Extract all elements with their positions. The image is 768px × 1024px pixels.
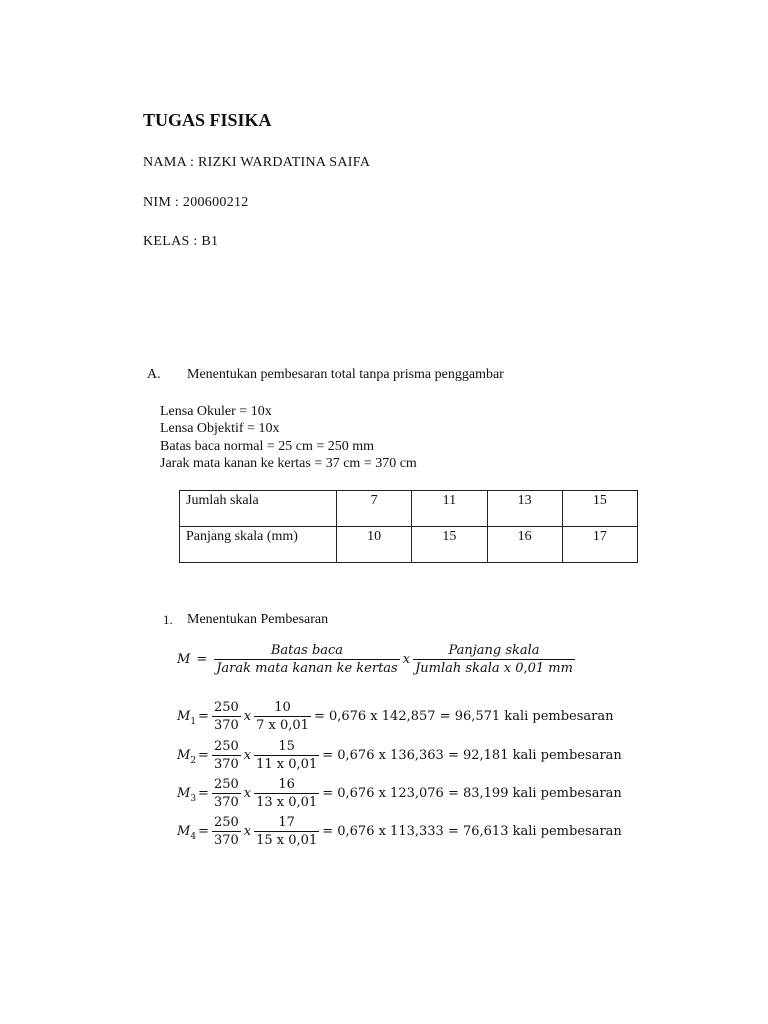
equation-fraction-a	[212, 739, 241, 772]
equation-times: x	[243, 824, 252, 839]
table-cell: 10	[337, 527, 412, 563]
equation-lhs: $M_3$	[177, 786, 197, 804]
equation-fraction-a	[212, 700, 241, 733]
equation-result: = 0,676 x 136,363 = 92,181 kali pembesaran	[322, 748, 622, 763]
equation-equals: =	[198, 748, 209, 763]
table-cell: 16	[487, 527, 562, 563]
subsection-number: 1.	[163, 612, 173, 627]
param-line: Lensa Okuler = 10x	[160, 404, 272, 419]
equation-numerator: 250	[213, 815, 239, 830]
formula-times: x	[402, 652, 411, 667]
equation-equals: =	[198, 786, 209, 801]
equation-fraction-b	[254, 777, 319, 810]
equation-lhs: $M_2$	[177, 748, 197, 766]
table-row	[180, 491, 638, 527]
section-letter: A.	[147, 367, 161, 382]
equation-lhs: $M_1$	[177, 709, 197, 727]
equation-result: = 0,676 x 142,857 = 96,571 kali pembesaran	[313, 709, 614, 724]
equation-row	[177, 777, 622, 810]
formula-numerator: Batas baca	[270, 643, 344, 658]
table-cell-label: Jumlah skala	[180, 491, 337, 527]
table-cell: 15	[562, 491, 637, 527]
table-cell: 13	[487, 491, 562, 527]
equation-numerator: 250	[213, 700, 239, 715]
equation-subscript: 4	[190, 832, 197, 842]
equation-times: x	[243, 748, 252, 763]
equation-numerator: 10	[274, 700, 291, 715]
formula-fraction-2	[413, 643, 575, 676]
equation-denominator: 370	[213, 757, 239, 772]
student-name: NAMA : RIZKI WARDATINA SAIFA	[143, 155, 371, 170]
equation-subscript: 2	[190, 756, 197, 766]
table-cell: 7	[337, 491, 412, 527]
formula-denominator: Jarak mata kanan ke kertas	[216, 661, 398, 676]
equation-subscript: 1	[190, 717, 197, 727]
param-line: Batas baca normal = 25 cm = 250 mm	[160, 439, 375, 454]
data-table	[179, 490, 638, 563]
equation-numerator: 250	[213, 777, 239, 792]
equation-fraction-b	[254, 700, 311, 733]
equation-denominator: 15 x 0,01	[256, 833, 318, 848]
student-class: KELAS : B1	[143, 234, 219, 249]
equation-fraction-b	[254, 739, 319, 772]
equation-times: x	[243, 786, 252, 801]
table-cell-label: Panjang skala (mm)	[180, 527, 337, 563]
equation-denominator: 13 x 0,01	[256, 795, 318, 810]
document-title: TUGAS FISIKA	[143, 110, 272, 130]
formula-numerator: Panjang skala	[448, 643, 540, 658]
table-row	[180, 527, 638, 563]
equation-equals: =	[198, 824, 209, 839]
equation-denominator: 11 x 0,01	[256, 757, 318, 772]
table-cell: 17	[562, 527, 637, 563]
param-line: Lensa Objektif = 10x	[160, 421, 280, 436]
equation-numerator: 16	[278, 777, 295, 792]
formula-fraction-1	[214, 643, 400, 676]
equation-fraction-a	[212, 815, 241, 848]
general-formula	[177, 643, 576, 676]
equation-row	[177, 815, 622, 848]
student-nim: NIM : 200600212	[143, 195, 249, 210]
equation-denominator: 370	[213, 795, 239, 810]
table-cell: 15	[412, 527, 487, 563]
equation-subscript: 3	[190, 794, 197, 804]
equation-numerator: 250	[213, 739, 239, 754]
equation-numerator: 15	[278, 739, 295, 754]
section-heading: Menentukan pembesaran total tanpa prisma penggambar	[187, 367, 504, 382]
equation-numerator: 17	[278, 815, 295, 830]
equation-lhs: $M_4$	[177, 824, 197, 842]
formula-lhs: M	[177, 652, 191, 667]
equation-fraction-b	[254, 815, 319, 848]
equation-result: = 0,676 x 113,333 = 76,613 kali pembesaran	[322, 824, 622, 839]
equation-denominator: 370	[213, 833, 239, 848]
formula-denominator: Jumlah skala x 0,01 mm	[415, 661, 573, 676]
equation-fraction-a	[212, 777, 241, 810]
param-line: Jarak mata kanan ke kertas = 37 cm = 370 cm	[160, 456, 417, 471]
equation-denominator: 370	[213, 718, 239, 733]
equation-row	[177, 739, 622, 772]
equation-denominator: 7 x 0,01	[256, 718, 309, 733]
equation-times: x	[243, 709, 252, 724]
table-cell: 11	[412, 491, 487, 527]
equation-row	[177, 700, 614, 733]
equation-equals: =	[198, 709, 209, 724]
equation-result: = 0,676 x 123,076 = 83,199 kali pembesaran	[322, 786, 622, 801]
formula-equals: =	[196, 652, 208, 667]
subsection-heading: Menentukan Pembesaran	[187, 612, 329, 627]
